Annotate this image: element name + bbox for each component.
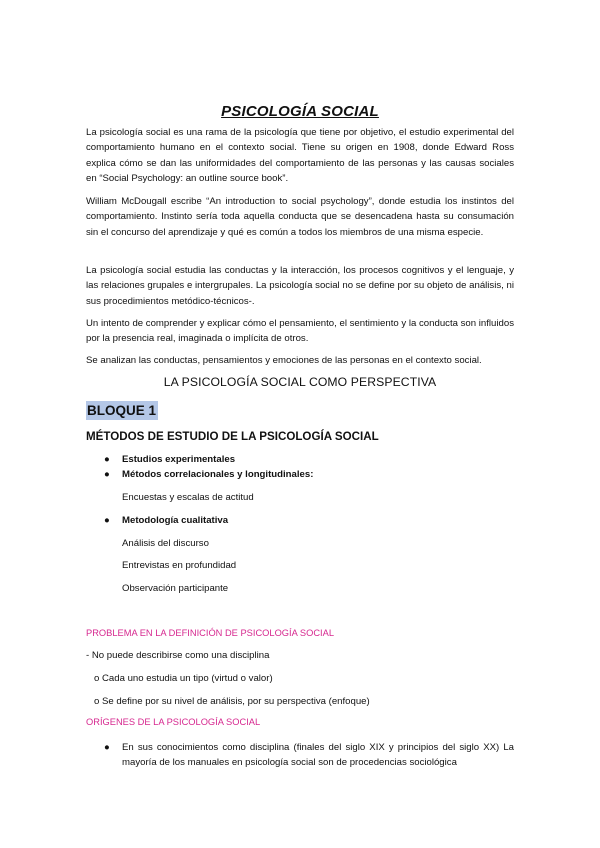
methods-bullet-3 <box>104 515 228 526</box>
section-heading: LA PSICOLOGÍA SOCIAL COMO PERSPECTIVA <box>163 375 437 389</box>
bullet-icon: ● <box>104 742 110 753</box>
methods-bullet-2-text: Métodos correlacionales y longitudinales: <box>122 469 314 480</box>
methods-sub-2: Encuestas y escalas de actitud <box>122 492 254 503</box>
bullet-icon: ● <box>104 454 110 465</box>
methods-sub-3-1: Análisis del discurso <box>122 538 209 549</box>
origins-heading: ORÍGENES DE LA PSICOLOGÍA SOCIAL <box>86 717 261 727</box>
methods-bullet-1 <box>104 454 235 465</box>
intro-paragraph-4: Un intento de comprender y explicar cómo el pensamiento, el sentimiento y la conducta son influidos por la presencia real, imaginada o implícita de otros. <box>86 318 514 345</box>
bullet-icon: ● <box>104 469 110 480</box>
origins-bullet-text: En sus conocimientos como disciplina (finales del siglo XIX y principios del siglo XX) La mayoría de los manuales en psicología social son de procedencias sociológica <box>122 742 514 769</box>
intro-paragraph-3: La psicología social estudia las conductas y la interacción, los procesos cognitivos y el lenguaje, y las relaciones grupales e intergrupales. La psicología social no se define por su objeto de análisis, ni sus procedimientos metódico-técnicos-. <box>86 265 514 307</box>
methods-bullet-1-text: Estudios experimentales <box>122 454 236 465</box>
problem-line-o1: o Cada uno estudia un tipo (virtud o valor) <box>94 673 273 684</box>
methods-bullet-3-text: Metodología cualitativa <box>122 515 229 526</box>
methods-sub-3-2: Entrevistas en profundidad <box>122 560 237 571</box>
methods-heading: MÉTODOS DE ESTUDIO DE LA PSICOLOGÍA SOCIAL <box>86 430 379 443</box>
intro-paragraph-2: William McDougall escribe “An introduction to social psychology”, donde estudia los instintos del comportamiento. Instinto sería toda aquella conducta que se desencadena hasta su consumación sin el concurso del aprendizaje y qué es común a todos los miembros de una misma especie. <box>86 196 514 238</box>
problem-line-dash: - No puede describirse como una disciplina <box>86 650 270 661</box>
problem-line-o2: o Se define por su nivel de análisis, por su perspectiva (enfoque) <box>94 696 370 707</box>
origins-bullet <box>104 740 514 771</box>
methods-sub-3-3: Observación participante <box>122 583 229 594</box>
intro-paragraph-5: Se analizan las conductas, pensamientos y emociones de las personas en el contexto social. <box>86 355 482 366</box>
methods-bullet-2 <box>104 469 313 480</box>
intro-paragraph-1: La psicología social es una rama de la psicología que tiene por objetivo, el estudio experimental del comportamiento humano en el contexto social. Tiene su origen en 1908, donde Edward Ross explica cómo se dan las uniformidades del comportamiento de las personas y las causas sociales en “Social Psychology: an outline source book”. <box>86 127 514 184</box>
bullet-icon: ● <box>104 515 110 526</box>
problem-heading: PROBLEMA EN LA DEFINICIÓN DE PSICOLOGÍA SOCIAL <box>86 628 334 638</box>
bloque-label: BLOQUE 1 <box>87 403 157 418</box>
page-title: PSICOLOGÍA SOCIAL <box>221 103 379 120</box>
